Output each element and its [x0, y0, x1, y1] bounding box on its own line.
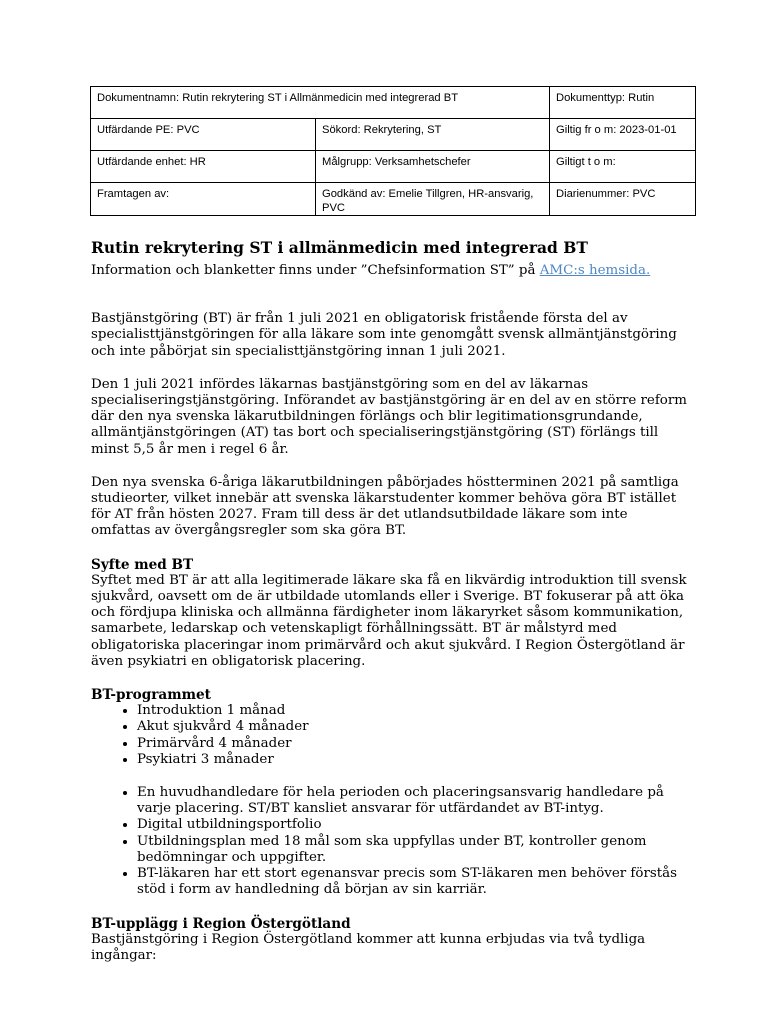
setup-paragraph: Bastjänstgöring i Region Östergötland kommer att kunna erbjudas via två tydliga ingångar:	[91, 931, 646, 963]
education-paragraph: Den nya svenska 6-åriga läkarutbildningen påbörjades höstterminen 2021 på samtliga studieorter, vilket innebär att svenska läkarstudenter kommer behöva göra BT istället för AT från hösten 2027. Fram till dess är det utlandsutbildade läkare som inte omfattas av övergångsregler som ska göra BT.	[91, 474, 679, 539]
info-line	[91, 263, 691, 279]
list-item: • En huvudhandledare för hela perioden och placeringsansvarig handledare på varje placering. ST/BT kansliet ansvarar för utfärdandet av BT-intyg.	[137, 785, 691, 817]
keyword-cell: Sökord: Rekrytering, ST	[316, 119, 550, 151]
purpose-heading: Syfte med BT	[91, 556, 194, 573]
list-item: • Introduktion 1 månad	[137, 703, 691, 719]
intro-paragraph: Bastjänstgöring (BT) är från 1 juli 2021 en obligatorisk fristående första del av specialisttjänstgöringen för alla läkare som inte genomgått svensk allmäntjänstgöring och inte påbörjat sin specialisttjänstgöring innan 1 juli 2021.	[91, 311, 677, 359]
program-details-list	[91, 785, 691, 898]
issuer-unit-cell: Utfärdande enhet: HR	[91, 151, 316, 183]
reform-paragraph: Den 1 juli 2021 infördes läkarnas bastjänstgöring som en del av läkarnas specialiseringstjänstgöring. Införandet av bastjänstgöring är en del av en större reform där den nya svenska läkarutbildningen förlängs och blir legitimationsgrundande, allmäntjänstgöringen (AT) tas bort och specialiseringstjänstgöring (ST) förlängs till minst 5,5 år men i regel 6 år.	[91, 376, 687, 457]
list-item: • Utbildningsplan med 18 mål som ska uppfyllas under BT, kontroller genom bedömningar och uppgifter.	[137, 834, 691, 866]
valid-from-cell: Giltig fr o m: 2023-01-01	[550, 119, 696, 151]
audience-cell: Målgrupp: Verksamhetschefer	[316, 151, 550, 183]
document-metadata-table	[90, 86, 696, 216]
doc-name-cell: Dokumentnamn: Rutin rekrytering ST i Allmänmedicin med integrerad BT	[91, 87, 550, 119]
program-placement-list	[91, 703, 691, 768]
produced-by-cell: Framtagen av:	[91, 183, 316, 216]
list-item: • Primärvård 4 månader	[137, 736, 691, 752]
issuer-pe-cell: Utfärdande PE: PVC	[91, 119, 316, 151]
amc-website-link[interactable]: AMC:s hemsida.	[539, 263, 651, 278]
list-item: • Digital utbildningsportfolio	[137, 817, 691, 833]
document-title: Rutin rekrytering ST i allmänmedicin med integrerad BT	[91, 238, 588, 257]
doc-type-cell: Dokumenttyp: Rutin	[550, 87, 696, 119]
purpose-paragraph: Syftet med BT är att alla legitimerade läkare ska få en likvärdig introduktion till svensk sjukvård, oavsett om de är utbildade utomlands eller i Sverige. BT fokuserar på att öka och fördjupa kliniska och allmänna färdigheter inom läkaryrket såsom kommunikation, samarbete, ledarskap och vetenskapligt förhållningssätt. BT är målstyrd med obligatoriska placeringar inom primärvård och akut sjukvård. I Region Östergötland är även psykiatri en obligatorisk placering.	[91, 572, 687, 669]
list-item: • Akut sjukvård 4 månader	[137, 719, 691, 735]
setup-heading: BT-upplägg i Region Östergötland	[91, 915, 351, 932]
document-body	[91, 238, 691, 964]
program-heading: BT-programmet	[91, 687, 211, 704]
diary-number-cell: Diarienummer: PVC	[550, 183, 696, 216]
valid-to-cell: Giltigt t o m:	[550, 151, 696, 183]
list-item: • BT-läkaren har ett stort egenansvar precis som ST-läkaren men behöver förstås stöd i form av handledning då början av sin karriär.	[137, 866, 691, 898]
list-item: • Psykiatri 3 månader	[137, 752, 691, 768]
approved-by-cell: Godkänd av: Emelie Tillgren, HR-ansvarig, PVC	[316, 183, 550, 216]
info-text: Information och blanketter finns under ”Chefsinformation ST” på	[91, 263, 540, 278]
